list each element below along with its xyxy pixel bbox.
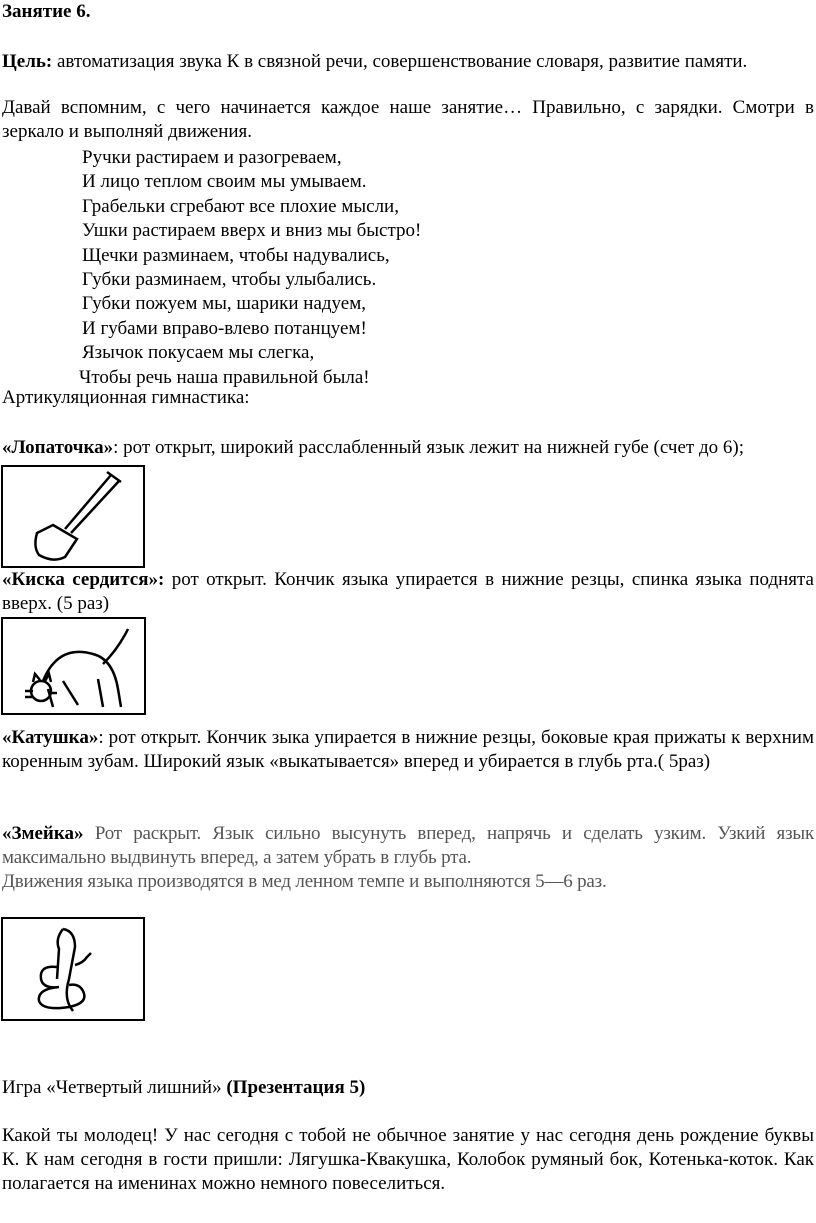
poem-line: Губки разминаем, чтобы улыбались. [82,268,377,290]
snake-icon [1,917,145,1021]
exercise-text: Рот раскрыт. Язык сильно высунуть вперед, напрячь и сделать узким. Узкий язык максимально выдвинуть вперед, а затем убрать в глубь рта. [2,823,814,868]
exercise-name: «Киска сердится»: [2,569,165,590]
exercise-note: Движения языка производятся в мед ленном темпе и выполняются 5—6 раз. [2,871,607,892]
goal-paragraph [2,50,814,74]
poem-line: И лицо теплом своим мы умываем. [82,171,367,193]
exercise-name: «Змейка» [2,823,84,844]
shovel-icon [1,465,145,568]
poem-line: Грабельки сгребают все плохие мысли, [82,195,399,217]
exercise-text: : рот открыт. Кончик зыка упирается в нижние резцы, боковые края прижаты к верхним коренным зубам. Широкий язык «выкатывается» вперед и убирается в глубь рта.( 5раз) [2,727,814,772]
exercise-lopatochka [2,436,814,460]
poem-line: Ушки растираем вверх и вниз мы быстро! [82,220,422,242]
exercise-text: : рот открыт, широкий расслабленный язык лежит на нижней губе (счет до 6); [113,437,744,458]
exercise-katushka [2,726,814,774]
presentation-ref: (Презентация 5) [226,1077,366,1098]
poem-line: Язычок покусаем мы слегка, [82,342,315,364]
game-line [2,1076,814,1100]
intro-paragraph: Давай вспомним, с чего начинается каждое наше занятие… Правильно, с зарядки. Смотри в зеркало и выполняй движения. [2,97,814,142]
poem-line: Ручки растираем и разогреваем, [82,147,342,168]
exercise-zmeyka [2,822,814,870]
poem-line: Щечки разминаем, чтобы надувались, [82,244,390,266]
poem-line: Губки пожуем мы, шарики надуем, [82,293,366,315]
goal-label: Цель: [2,51,53,72]
exercise-kiska [2,568,814,616]
cat-icon [1,617,146,715]
poem-line: И губами вправо-влево потанцуем! [82,317,367,339]
poem [79,146,682,390]
poem-line: Чтобы речь наша правильной была! [79,366,370,388]
game-title: Игра «Четвертый лишний» [2,1077,227,1098]
exercise-name: «Катушка» [2,727,99,748]
goal-text: автоматизация звука К в связной речи, совершенствование словаря, развитие памяти. [52,51,748,72]
lesson-title: Занятие 6. [2,1,91,22]
exercise-name: «Лопаточка» [2,437,114,458]
gymnastics-heading: Артикуляционная гимнастика: [2,387,250,408]
closing-paragraph: Какой ты молодец! У нас сегодня с тобой не обычное занятие у нас сегодня день рождение буквы К. К нам сегодня в гости пришли: Лягушка-Квакушка, Колобок румяный бок, Котенька-коток. Как полагается на именинах можно немного повеселиться. [2,1125,814,1194]
exercise-text: рот открыт. Кончик языка упирается в нижние резцы, спинка языка поднята вверх. (5 раз) [2,569,814,614]
